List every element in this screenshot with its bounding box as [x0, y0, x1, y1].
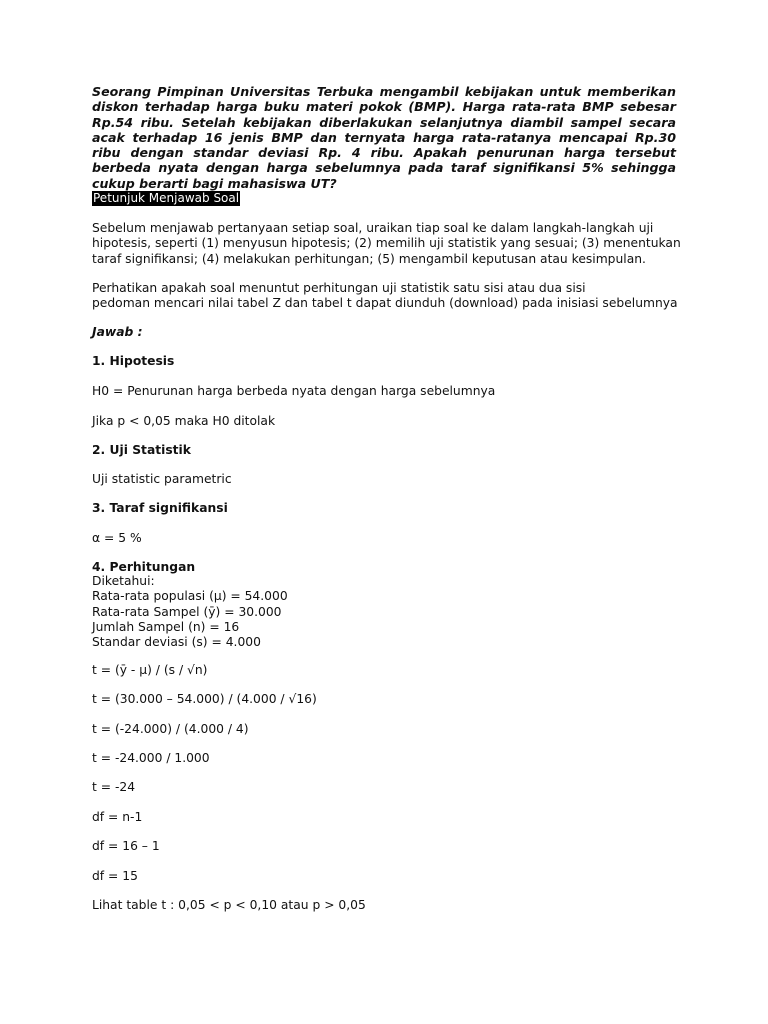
test-type: Uji statistic parametric	[92, 472, 232, 486]
answer-heading: Jawab :	[92, 325, 143, 339]
known-values	[92, 574, 288, 650]
instructions-paragraph: Sebelum menjawab pertanyaan setiap soal, uraikan tiap soal ke dalam langkah-langkah uji hipotesis, seperti (1) menyusun hipotesis; (2) memilih uji statistik yang sesuai; (3) menentukan taraf signifikansi; (4) melakukan perhitungan; (5) mengambil keputusan atau kesimpulan.	[92, 221, 681, 266]
calc-line: df = 15	[92, 869, 138, 883]
known-sample-size: Jumlah Sampel (n) = 16	[92, 619, 240, 634]
calc-line: df = n-1	[92, 810, 143, 824]
calc-line: Lihat table t : 0,05 < p < 0,10 atau p > 0,05	[92, 898, 366, 912]
calc-line: t = -24	[92, 780, 136, 794]
section-perhitungan-heading: 4. Perhitungan	[92, 560, 196, 574]
known-population-mean: Rata-rata populasi (μ) = 54.000	[92, 589, 288, 604]
known-sample-mean: Rata-rata Sampel (ȳ) = 30.000	[92, 604, 282, 619]
note-line-1: Perhatikan apakah soal menuntut perhitungan uji statistik satu sisi atau dua sisi	[92, 281, 586, 295]
calc-line: t = (ȳ - μ) / (s / √n)	[92, 663, 208, 677]
calc-line: t = -24.000 / 1.000	[92, 751, 210, 765]
decision-rule: Jika p < 0,05 maka H0 ditolak	[92, 414, 276, 428]
calc-line: t = (30.000 – 54.000) / (4.000 / √16)	[92, 692, 317, 706]
problem-statement: Seorang Pimpinan Universitas Terbuka mengambil kebijakan untuk memberikan diskon terhadap harga buku materi pokok (BMP). Harga rata-rata BMP sebesar Rp.54 ribu. Setelah kebijakan diberlakukan selanjutnya diambil sampel secara acak terhadap 16 jenis BMP dan ternyata harga rata-ratanya mencapai Rp.30 ribu dengan standar deviasi Rp. 4 ribu. Apakah penurunan harga tersebut berbeda nyata dengan harga sebelumnya pada taraf signifikansi 5% sehingga cukup berarti bagi mahasiswa UT?	[92, 84, 676, 191]
section-taraf-heading: 3. Taraf signifikansi	[92, 501, 228, 515]
section-hipotesis-heading: 1. Hipotesis	[92, 354, 175, 368]
calc-line: df = 16 – 1	[92, 839, 160, 853]
instructions-banner: Petunjuk Menjawab Soal	[93, 191, 240, 205]
note-line-2: pedoman mencari nilai tabel Z dan tabel t dapat diunduh (download) pada inisiasi sebelumnya	[92, 296, 678, 310]
section-uji-statistik-heading: 2. Uji Statistik	[92, 443, 191, 457]
calc-line: t = (-24.000) / (4.000 / 4)	[92, 722, 249, 736]
alpha-value: α = 5 %	[92, 531, 142, 545]
known-std-dev: Standar deviasi (s) = 4.000	[92, 635, 261, 650]
hypothesis-h0: H0 = Penurunan harga berbeda nyata dengan harga sebelumnya	[92, 384, 496, 398]
known-label: Diketahui:	[92, 574, 155, 588]
